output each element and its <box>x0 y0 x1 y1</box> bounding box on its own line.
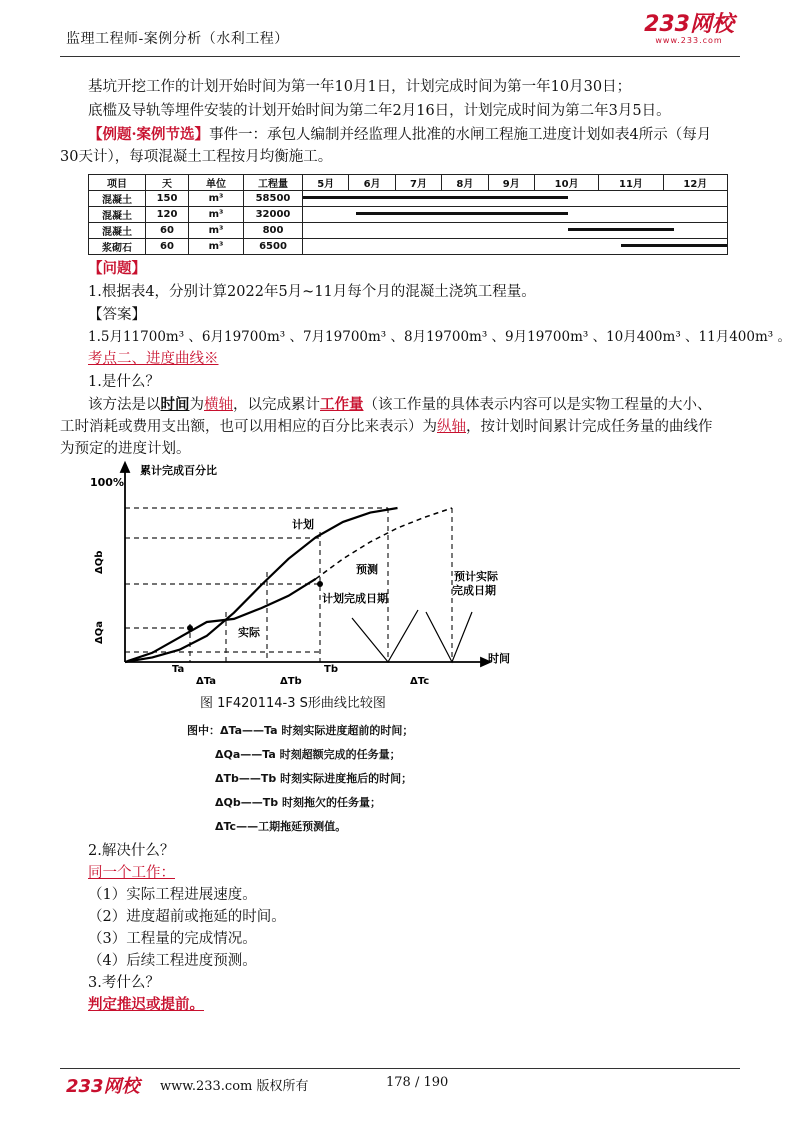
gantt-bar <box>303 196 568 199</box>
col-header: 工程量 <box>244 175 303 191</box>
header-title: 监理工程师-案例分析（水利工程） <box>66 31 289 47</box>
schedule-header-row <box>89 175 728 191</box>
cell-unit: m³ <box>189 207 244 223</box>
desc-text: 工时消耗或费用支出额，也可以用相应的百分比来表示）为 <box>60 419 437 435</box>
col-header: 12月 <box>663 175 727 191</box>
table-row <box>89 239 728 255</box>
intro-line-1: 基坑开挖工作的计划开始时间为第一年10月1日，计划完成时间为第一年10月30日； <box>88 79 632 95</box>
example-text-2: 30天计），每项混凝土工程按月均衡施工。 <box>60 149 333 165</box>
col-header: 11月 <box>599 175 663 191</box>
series-actual-line <box>125 579 316 662</box>
col-header: 单位 <box>189 175 244 191</box>
list-item: （4）后续工程进度预测。 <box>88 953 257 969</box>
table-row <box>89 223 728 239</box>
question-tag: 【问题】 <box>88 260 146 277</box>
gantt-cell <box>303 239 728 255</box>
header-divider <box>60 56 740 57</box>
desc-text: ，以完成累计 <box>233 397 320 413</box>
list-item: （1）实际工程进展速度。 <box>88 887 257 903</box>
cell-days: 60 <box>146 239 189 255</box>
col-header: 天 <box>146 175 189 191</box>
cell-item: 浆砌石 <box>89 239 146 255</box>
keyword-horizontal: 横轴 <box>204 397 233 413</box>
table-row <box>89 207 728 223</box>
question-1: 1.根据表4，分别计算2022年5月~11月每个月的混凝土浇筑工程量。 <box>88 284 536 300</box>
y-axis <box>121 463 129 662</box>
point-ta <box>187 625 193 631</box>
col-header: 8月 <box>442 175 488 191</box>
point-tb <box>317 581 323 587</box>
desc-text: ，按计划时间累计完成任务量的曲线作 <box>466 419 713 435</box>
what-heading: 1.是什么？ <box>88 374 160 390</box>
cell-qty: 800 <box>244 223 303 239</box>
series-plan-line <box>125 508 398 662</box>
forecast-date-marker <box>426 612 472 662</box>
gantt-bar <box>356 212 568 215</box>
cell-qty: 32000 <box>244 207 303 223</box>
label-plan: 计划 <box>292 518 314 531</box>
gantt-cell <box>303 207 728 223</box>
cell-days: 150 <box>146 191 189 207</box>
cell-days: 60 <box>146 223 189 239</box>
forecast-date-part: 完成日期 <box>452 584 496 597</box>
list-item: （3）工程量的完成情况。 <box>88 931 257 947</box>
col-header: 9月 <box>488 175 534 191</box>
cell-item: 混凝土 <box>89 191 146 207</box>
cell-item: 混凝土 <box>89 223 146 239</box>
forecast-date-part: 预计实际 <box>454 570 498 583</box>
judge-text: 判定推迟或提前。 <box>88 996 204 1013</box>
desc-text: （该工作量的具体表示内容可以是实物工程量的大小、 <box>363 397 712 413</box>
intro-line-2: 底槛及导轨等埋件安装的计划开始时间为第二年2月16日，计划完成时间为第二年3月5日。 <box>88 103 671 119</box>
legend-line-3: ΔTb——Tb 时刻实际进度拖后的时间； <box>215 772 413 785</box>
col-header: 7月 <box>395 175 441 191</box>
label-planned-date: 计划完成日期 <box>322 592 388 605</box>
cell-item: 混凝土 <box>89 207 146 223</box>
label-forecast: 预测 <box>356 563 378 576</box>
schedule-table <box>88 174 728 255</box>
y-axis-label: 累计完成百分比 <box>140 464 217 477</box>
cell-qty: 58500 <box>244 191 303 207</box>
gantt-bar <box>621 244 727 247</box>
table-row <box>89 191 728 207</box>
s-curve-chart <box>80 462 540 687</box>
section-title: 考点二、进度曲线※ <box>88 351 219 367</box>
footer-divider <box>60 1068 740 1069</box>
label-dqa: ΔQa <box>94 621 105 644</box>
answer-tag: 【答案】 <box>88 307 146 323</box>
figure-caption: 图 1F420114-3 S形曲线比较图 <box>200 696 386 711</box>
gantt-cell <box>303 191 728 207</box>
desc-line-1 <box>88 394 748 416</box>
label-delta-ta: ΔTa <box>196 676 217 687</box>
list-item: （2）进度超前或拖延的时间。 <box>88 909 286 925</box>
legend-line-1: 图中：ΔTa——Ta 时刻实际进度超前的时间； <box>187 724 414 737</box>
label-delta-tb: ΔTb <box>280 676 302 687</box>
legend-line-2: ΔQa——Ta 时刻超额完成的任务量； <box>215 748 401 761</box>
test-heading: 3.考什么？ <box>88 975 160 991</box>
y-top-label: 100% <box>90 476 124 489</box>
dashed-guides <box>125 508 452 662</box>
label-actual: 实际 <box>238 626 260 639</box>
label-delta-tc: ΔTc <box>410 676 430 687</box>
keyword-work: 工作量 <box>320 396 364 413</box>
cell-unit: m³ <box>189 191 244 207</box>
solve-heading: 2.解决什么？ <box>88 843 175 859</box>
planned-date-marker <box>352 610 418 662</box>
col-header: 项目 <box>89 175 146 191</box>
desc-line-2 <box>60 416 740 438</box>
example-paragraph <box>88 124 748 146</box>
series-forecast-line <box>316 508 452 579</box>
answer-1: 1.5月11700m³ 、6月19700m³ 、7月19700m³ 、8月19700m³ 、9月19700m³ 、10月400m³ 、11月400m³ 。 <box>88 329 791 345</box>
col-header: 10月 <box>534 175 598 191</box>
legend-line-4: ΔQb——Tb 时刻拖欠的任务量； <box>215 796 381 809</box>
desc-line-3: 为预定的进度计划。 <box>60 441 191 457</box>
page-number: 178 / 190 <box>386 1075 449 1090</box>
col-header: 5月 <box>303 175 349 191</box>
footer-logo[interactable]: 233网校 <box>66 1076 140 1097</box>
label-dqb: ΔQb <box>94 550 105 574</box>
x-axis-label: 时间 <box>488 652 510 665</box>
logo-text: 233网校 <box>644 12 734 37</box>
footer-copyright: www.233.com 版权所有 <box>160 1079 309 1094</box>
cell-days: 120 <box>146 207 189 223</box>
same-work-heading: 同一个工作： <box>88 865 175 881</box>
brand-logo[interactable] <box>644 14 734 45</box>
label-forecast-date <box>452 569 499 597</box>
example-tag: 【例题·案例节选】 <box>88 126 210 143</box>
col-header: 6月 <box>349 175 395 191</box>
cell-unit: m³ <box>189 239 244 255</box>
keyword-vertical: 纵轴 <box>437 419 466 435</box>
gantt-cell <box>303 223 728 239</box>
label-tb: Tb <box>324 664 338 675</box>
logo-url: www.233.com <box>655 36 723 45</box>
label-ta: Ta <box>172 664 185 675</box>
keyword-time: 时间 <box>160 396 190 413</box>
cell-qty: 6500 <box>244 239 303 255</box>
cell-unit: m³ <box>189 223 244 239</box>
example-text-1: 事件一：承包人编制并经监理人批准的水闸工程施工进度计划如表4所示（每月 <box>209 127 712 143</box>
desc-text: 该方法是以 <box>88 397 161 413</box>
desc-text: 为 <box>189 397 204 413</box>
legend-line-5: ΔTc——工期拖延预测值。 <box>215 820 347 833</box>
gantt-bar <box>568 228 674 231</box>
